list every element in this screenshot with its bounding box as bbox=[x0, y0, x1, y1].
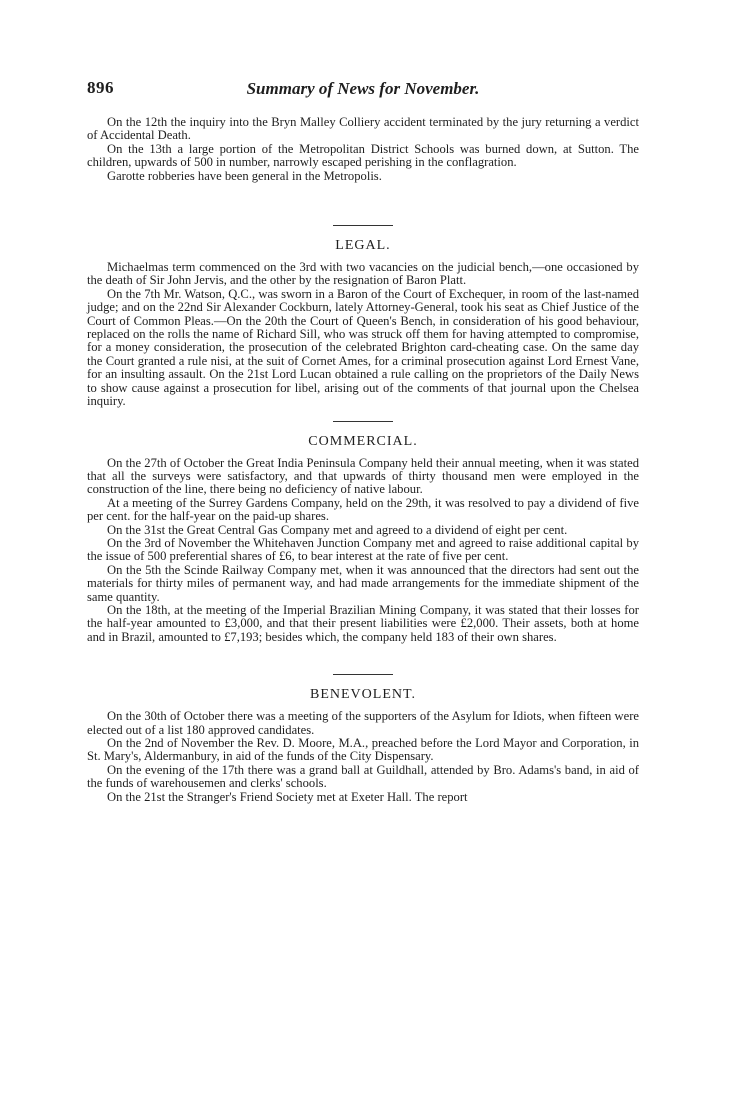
intro-section bbox=[87, 116, 639, 183]
page-body bbox=[87, 78, 639, 804]
commercial-paragraph: On the 5th the Scinde Railway Company met, when it was announced that the directors had sent out the materials for thirty miles of permanent way, and had made arrangements for the immediate shipment of the same quantity. bbox=[87, 562, 639, 604]
legal-paragraph: On the 7th Mr. Watson, Q.C., was sworn in a Baron of the Court of Exchequer, in room of the last-named judge; and on the 22nd Sir Alexander Cockburn, lately Attorney-General, took his seat as Chief Justice of the Court of Common Pleas.—On the 20th the Court of Queen's Bench, in consideration of his good behaviour, replaced on the rolls the name of Richard Sill, who was struck off them for having attempted to compromise, for a money consideration, the prosecution of the celebrated Brighton card-cheating case. On the same day the Court granted a rule nisi, at the suit of Cornet Ames, for a criminal prosecution against Lord Ernest Vane, for an insulting assault. On the 21st Lord Lucan obtained a rule calling on the proprietors of the Daily News to show cause against a prosecution for libel, arising out of the comments of that journal upon the Chelsea inquiry. bbox=[87, 286, 639, 409]
running-title: Summary of News for November. bbox=[246, 79, 480, 98]
section-heading-benevolent: BENEVOLENT. bbox=[310, 687, 416, 703]
commercial-paragraph: On the 3rd of November the Whitehaven Junction Company met and agreed to raise additional capital by the issue of 500 preferential shares of £6, to bear interest at the rate of five per cent. bbox=[87, 535, 639, 564]
section-divider bbox=[333, 225, 393, 226]
intro-paragraph: On the 13th a large portion of the Metropolitan District Schools was burned down, at Sutton. The children, upwards of 500 in number, narrowly escaped perishing in the conflagration. bbox=[87, 141, 639, 170]
section-heading-commercial: COMMERCIAL. bbox=[308, 433, 418, 449]
legal-paragraph: Michaelmas term commenced on the 3rd with two vacancies on the judicial bench,—one occasioned by the death of Sir John Jervis, and the other by the resignation of Baron Platt. bbox=[87, 260, 639, 288]
commercial-paragraph: On the 27th of October the Great India Peninsula Company held their annual meeting, when it was stated that all the surveys were satisfactory, and that upwards of thirty thousand men were employed in the construction of the line, there being no deficiency of native labour. bbox=[87, 455, 639, 497]
benevolent-paragraph: On the evening of the 17th there was a grand ball at Guildhall, attended by Bro. Adams's band, in aid of the funds of warehousemen and clerks' schools. bbox=[87, 762, 639, 791]
commercial-section bbox=[87, 421, 639, 645]
benevolent-paragraph: On the 21st the Stranger's Friend Society met at Exeter Hall. The report bbox=[107, 789, 468, 804]
intro-paragraph: Garotte robberies have been general in the Metropolis. bbox=[107, 168, 382, 183]
page-number: 896 bbox=[87, 78, 114, 97]
benevolent-section bbox=[87, 674, 639, 804]
section-divider bbox=[333, 674, 393, 675]
commercial-paragraph: At a meeting of the Surrey Gardens Company, held on the 29th, it was resolved to pay a dividend of five per cent. for the half-year on the paid-up shares. bbox=[87, 495, 639, 524]
section-heading-legal: LEGAL. bbox=[335, 238, 391, 254]
intro-paragraph: On the 12th the inquiry into the Bryn Malley Colliery accident terminated by the jury returning a verdict of Accidental Death. bbox=[87, 115, 639, 143]
benevolent-paragraph: On the 30th of October there was a meeting of the supporters of the Asylum for Idiots, when fifteen were elected out of a list 180 approved candidates. bbox=[87, 709, 639, 737]
commercial-paragraph: On the 18th, at the meeting of the Imperial Brazilian Mining Company, it was stated that their losses for the half-year amounted to £3,000, and that their present liabilities were £2,000. Their assets, both at home and in Brazil, amounted to £7,193; besides which, the company held 183 of their own shares. bbox=[87, 602, 639, 644]
section-divider bbox=[333, 421, 393, 422]
commercial-paragraph: On the 31st the Great Central Gas Company met and agreed to a dividend of eight per cent. bbox=[107, 522, 568, 537]
page-header bbox=[87, 78, 639, 104]
legal-section bbox=[87, 225, 639, 408]
benevolent-paragraph: On the 2nd of November the Rev. D. Moore, M.A., preached before the Lord Mayor and Corporation, in St. Mary's, Aldermanbury, in aid of the funds of the City Dispensary. bbox=[87, 736, 639, 764]
